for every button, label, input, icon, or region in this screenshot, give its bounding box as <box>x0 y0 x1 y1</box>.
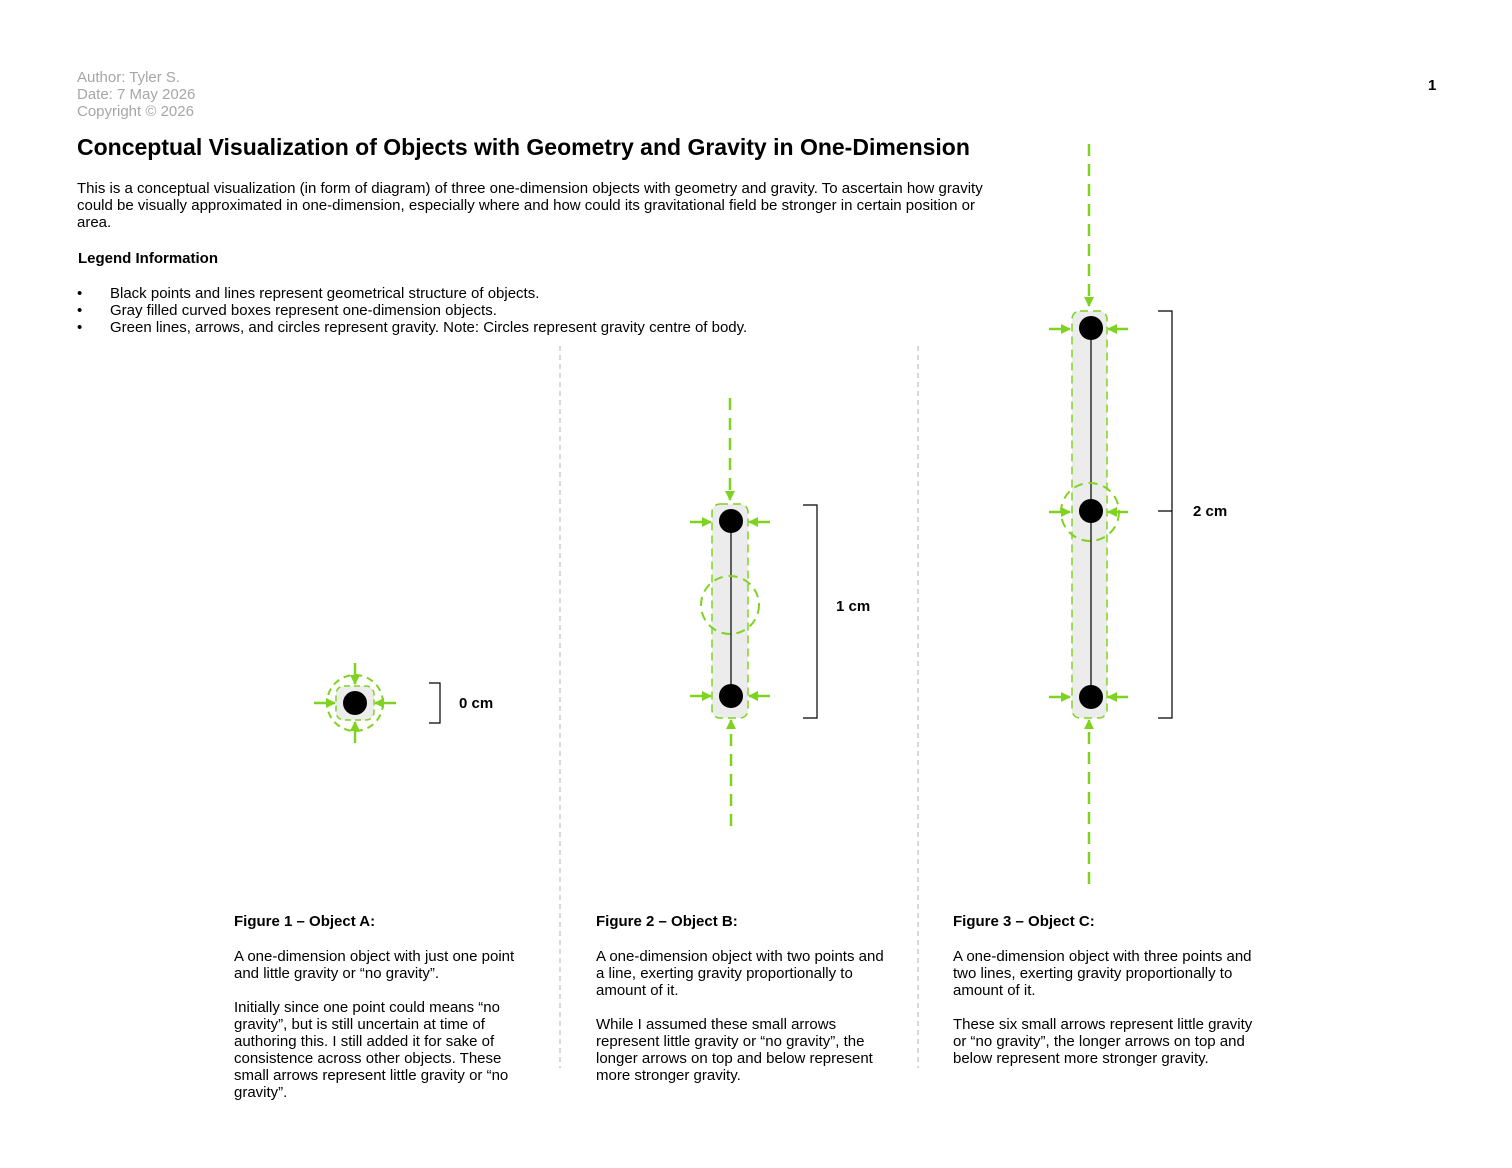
object-point <box>343 691 367 715</box>
figure-1-paragraph: Initially since one point could means “no gravity”, but is still uncertain at time of authoring this. I still added it for sake of consistence across other objects. These small arrows represent little gravity or “no gravity”. <box>234 999 509 1101</box>
legend-item-text: Gray filled curved boxes represent one-dimension objects. <box>110 302 497 319</box>
page-title: Conceptual Visualization of Objects with Geometry and Gravity in One-Dimension <box>77 134 970 160</box>
figure-3-paragraph: These six small arrows represent little gravity or “no gravity”, the longer arrows on top and below represent more stronger gravity. <box>953 1016 1253 1067</box>
figure-2-caption <box>596 913 896 1101</box>
legend-item-text: Green lines, arrows, and circles represent gravity. Note: Circles represent gravity centre of body. <box>110 319 748 336</box>
copyright-line: Copyright © 2026 <box>77 103 194 120</box>
figure-1-caption <box>234 913 534 1118</box>
figure-2-paragraph: While I assumed these small arrows represent little gravity or “no gravity”, the longer arrows on top and below represent more stronger gravity. <box>596 1016 873 1084</box>
figure-3-paragraph: A one-dimension object with three points and two lines, exerting gravity proportionally to amount of it. <box>953 948 1252 999</box>
dimension-bracket <box>429 683 440 723</box>
figure-2-paragraph: A one-dimension object with two points and a line, exerting gravity proportionally to amount of it. <box>596 948 884 999</box>
bullet-icon: • <box>77 285 83 302</box>
page-number: 1 <box>1428 77 1437 94</box>
dimension-bracket <box>1158 311 1172 718</box>
object-point <box>1079 499 1103 523</box>
intro-paragraph: This is a conceptual visualization (in form of diagram) of three one-dimension objects with geometry and gravity. To ascertain how gravity could be visually approximated in one-dimension, especially where and how could its gravitational field be stronger in certain position or area. <box>77 180 983 231</box>
figure-2-title: Figure 2 – Object B: <box>596 913 738 930</box>
author-line: Author: Tyler S. <box>77 69 181 86</box>
legend-title: Legend Information <box>78 250 218 267</box>
figure-3-caption <box>953 913 1253 1084</box>
object-point <box>1079 316 1103 340</box>
date-line: Date: 7 May 2026 <box>77 86 196 103</box>
object-point <box>1079 685 1103 709</box>
figure-3-title: Figure 3 – Object C: <box>953 913 1095 930</box>
object-point <box>719 509 743 533</box>
object-point <box>719 684 743 708</box>
figure-1-title: Figure 1 – Object A: <box>234 913 376 930</box>
object-a <box>314 663 440 743</box>
dimension-label-object-a: 0 cm <box>459 695 494 712</box>
dimension-label-object-b: 1 cm <box>836 598 871 615</box>
dimension-bracket <box>803 505 817 718</box>
bullet-icon: • <box>77 319 83 336</box>
figure-1-paragraph: A one-dimension object with just one point and little gravity or “no gravity”. <box>234 948 515 982</box>
object-c <box>1049 144 1172 884</box>
dimension-label-object-c: 2 cm <box>1193 503 1228 520</box>
bullet-icon: • <box>77 302 83 319</box>
legend-item-text: Black points and lines represent geometrical structure of objects. <box>110 285 540 302</box>
object-b <box>690 398 817 826</box>
